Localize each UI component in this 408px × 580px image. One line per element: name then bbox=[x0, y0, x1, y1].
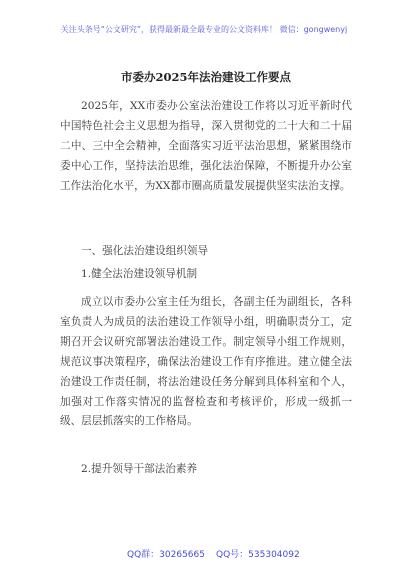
body-paragraph: 成立以市委办公室主任为组长，各副主任为副组长，各科室负责人为成员的法治建设工作领导小组，明确职责分工，定期召开会议研究部署法治建设工作。制定领导小组工作规则，规范议事决策程序，确保法治建设工作有序推进。建立健全法治建设工作责任制，将法治建设任务分解到具体科室和个人，加强对工作落实情况的监督检查和考核评价，形成一级抓一级、层层抓落实的工作格局。 bbox=[60, 296, 352, 428]
header-banner: 关注头条号“公文研究”，获得最新最全最专业的公文资料库！ 微信：gongwenyj bbox=[60, 25, 348, 34]
document-title: 市委办2025年法治建设工作要点 bbox=[120, 70, 291, 84]
subsection-heading: 1.健全法治建设领导机制 bbox=[81, 268, 198, 280]
subsection-heading-2: 2.提升领导干部法治素养 bbox=[81, 463, 198, 475]
section-heading: 一、强化法治建设组织领导 bbox=[81, 245, 209, 257]
intro-paragraph: 2025年，XX市委办公室法治建设工作将以习近平新时代中国特色社会主义思想为指导，深入贯彻党的二十大和二十届二中、三中全会精神，全面落实习近平法治思想，紧紧围绕市委中心工作，坚持法治思维，强化法治保障，不断提升办公室工作法治化水平，为XX都市圈高质量发展提供坚实法治支撑。 bbox=[60, 100, 352, 192]
document-page bbox=[60, 0, 352, 580]
qq-group-text: QQ群：30265665 bbox=[127, 550, 205, 560]
qq-number-text: QQ号：535304092 bbox=[216, 550, 300, 560]
